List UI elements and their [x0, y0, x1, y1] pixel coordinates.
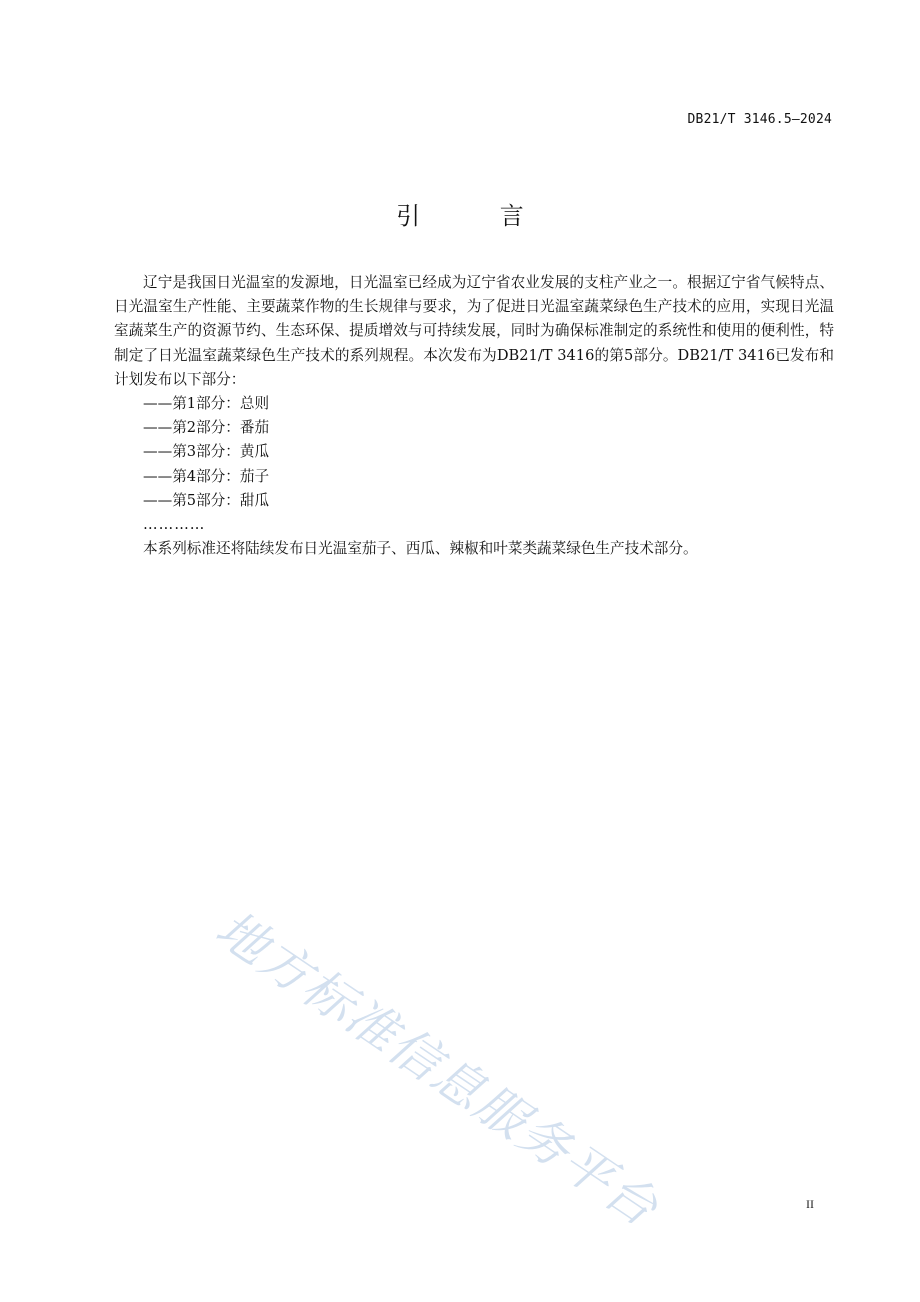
introduction-body [114, 271, 834, 561]
watermark: 地方标准信息服务平台 [205, 899, 670, 1239]
closing-paragraph: 本系列标准还将陆续发布日光温室茄子、西瓜、辣椒和叶菜类蔬菜绿色生产技术部分。 [143, 540, 698, 558]
page-title: 引 言 [396, 202, 560, 230]
part-list-item: ——第5部分：甜瓜 [143, 491, 270, 509]
part-list-item: ——第3部分：黄瓜 [143, 443, 270, 461]
part-list-item: ——第4部分：茄子 [143, 467, 270, 485]
page-number: II [806, 1197, 814, 1211]
document-code: DB21/T 3146.5—2024 [687, 112, 832, 127]
list-ellipsis: ………… [143, 516, 206, 534]
part-list-item: ——第2部分：番茄 [143, 419, 270, 437]
intro-paragraph: 辽宁是我国日光温室的发源地，日光温室已经成为辽宁省农业发展的支柱产业之一。根据辽宁省气候特点、日光温室生产性能、主要蔬菜作物的生长规律与要求，为了促进日光温室蔬菜绿色生产技术的应用，实现日光温室蔬菜生产的资源节约、生态环保、提质增效与可持续发展，同时为确保标准制定的系统性和使用的便利性，特制定了日光温室蔬菜绿色生产技术的系列规程。本次发布为DB21/T 3416的第5部分。DB21/T 3416已发布和计划发布以下部分： [114, 274, 834, 388]
part-list-item: ——第1部分：总则 [143, 395, 270, 413]
